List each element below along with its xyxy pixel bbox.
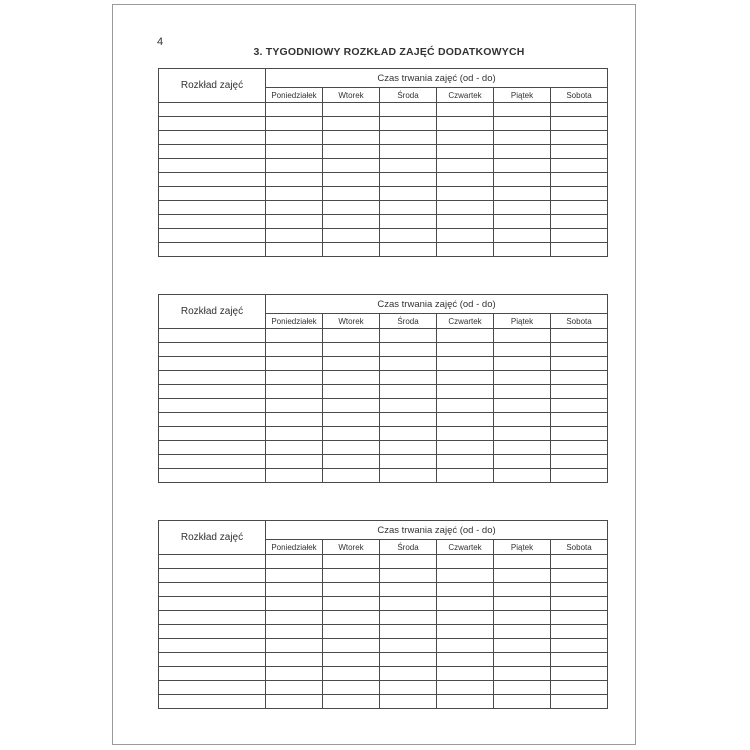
table-row [159, 681, 608, 695]
time-cell [380, 469, 437, 483]
activity-cell [159, 695, 266, 709]
time-cell [494, 343, 551, 357]
activity-cell [159, 639, 266, 653]
time-cell [437, 569, 494, 583]
time-cell [551, 455, 608, 469]
schedule-body [159, 103, 608, 257]
time-cell [437, 427, 494, 441]
time-cell [323, 469, 380, 483]
day-header-friday: Piątek [494, 540, 551, 555]
time-cell [437, 639, 494, 653]
activity-cell [159, 357, 266, 371]
time-cell [551, 187, 608, 201]
day-header-friday: Piątek [494, 314, 551, 329]
activity-cell [159, 625, 266, 639]
activity-cell [159, 399, 266, 413]
table-row [159, 399, 608, 413]
time-cell [494, 583, 551, 597]
time-cell [437, 441, 494, 455]
schedule-body [159, 329, 608, 483]
time-cell [494, 399, 551, 413]
time-cell [266, 243, 323, 257]
day-header-monday: Poniedziałek [266, 314, 323, 329]
time-cell [437, 343, 494, 357]
time-cell [323, 455, 380, 469]
time-cell [380, 103, 437, 117]
time-cell [380, 583, 437, 597]
table-row [159, 413, 608, 427]
time-cell [437, 455, 494, 469]
activity-cell [159, 117, 266, 131]
time-cell [437, 173, 494, 187]
table-row [159, 625, 608, 639]
time-cell [323, 329, 380, 343]
time-cell [494, 441, 551, 455]
day-header-monday: Poniedziałek [266, 88, 323, 103]
time-cell [380, 229, 437, 243]
day-header-monday: Poniedziałek [266, 540, 323, 555]
activity-cell [159, 469, 266, 483]
activity-cell [159, 611, 266, 625]
time-cell [437, 357, 494, 371]
time-cell [551, 329, 608, 343]
time-cell [266, 413, 323, 427]
activity-cell [159, 371, 266, 385]
time-cell [437, 159, 494, 173]
time-cell [266, 173, 323, 187]
table-row [159, 385, 608, 399]
time-cell [551, 441, 608, 455]
day-header-tuesday: Wtorek [323, 88, 380, 103]
day-header-saturday: Sobota [551, 88, 608, 103]
time-cell [437, 103, 494, 117]
time-cell [266, 357, 323, 371]
time-cell [380, 187, 437, 201]
activity-cell [159, 103, 266, 117]
time-cell [437, 117, 494, 131]
time-cell [551, 469, 608, 483]
time-cell [551, 427, 608, 441]
table-row [159, 343, 608, 357]
time-cell [266, 103, 323, 117]
time-cell [494, 569, 551, 583]
time-cell [551, 625, 608, 639]
activity-cell [159, 681, 266, 695]
time-cell [266, 611, 323, 625]
time-cell [266, 187, 323, 201]
table-row [159, 357, 608, 371]
time-cell [494, 385, 551, 399]
table-row [159, 145, 608, 159]
time-cell [551, 695, 608, 709]
time-cell [380, 413, 437, 427]
time-cell [551, 611, 608, 625]
time-cell [551, 681, 608, 695]
time-cell [494, 229, 551, 243]
time-cell [380, 455, 437, 469]
day-header-thursday: Czwartek [437, 314, 494, 329]
day-header-tuesday: Wtorek [323, 540, 380, 555]
activity-cell [159, 413, 266, 427]
time-cell [266, 427, 323, 441]
table-row [159, 653, 608, 667]
table-row [159, 583, 608, 597]
time-cell [494, 357, 551, 371]
time-cell [266, 583, 323, 597]
activity-cell [159, 583, 266, 597]
time-cell [551, 343, 608, 357]
time-cell [323, 441, 380, 455]
table-row [159, 611, 608, 625]
activity-cell [159, 215, 266, 229]
time-cell [551, 215, 608, 229]
time-cell [323, 229, 380, 243]
time-cell [494, 455, 551, 469]
time-cell [380, 343, 437, 357]
time-cell [266, 385, 323, 399]
table-row [159, 427, 608, 441]
time-cell [551, 117, 608, 131]
time-cell [266, 145, 323, 159]
table-row [159, 131, 608, 145]
table-row [159, 187, 608, 201]
table-row [159, 329, 608, 343]
time-cell [380, 243, 437, 257]
schedule-body [159, 555, 608, 709]
time-cell [494, 413, 551, 427]
time-cell [323, 399, 380, 413]
time-cell [323, 639, 380, 653]
time-cell [380, 597, 437, 611]
activity-cell [159, 667, 266, 681]
activity-cell [159, 329, 266, 343]
time-cell [323, 413, 380, 427]
time-cell [494, 653, 551, 667]
day-header-thursday: Czwartek [437, 88, 494, 103]
time-cell [266, 681, 323, 695]
activity-cell [159, 455, 266, 469]
row-header-cell: Rozkład zajęć [159, 69, 266, 103]
time-cell [551, 145, 608, 159]
time-cell [551, 103, 608, 117]
time-cell [437, 611, 494, 625]
time-cell [494, 625, 551, 639]
time-cell [380, 653, 437, 667]
time-cell [266, 625, 323, 639]
time-cell [551, 243, 608, 257]
time-cell [266, 455, 323, 469]
time-cell [266, 159, 323, 173]
time-cell [266, 399, 323, 413]
time-cell [494, 695, 551, 709]
time-cell [323, 117, 380, 131]
time-cell [551, 653, 608, 667]
time-cell [494, 215, 551, 229]
day-header-thursday: Czwartek [437, 540, 494, 555]
time-cell [380, 639, 437, 653]
time-cell [494, 117, 551, 131]
time-cell [323, 215, 380, 229]
time-cell [266, 441, 323, 455]
time-cell [494, 611, 551, 625]
time-cell [323, 201, 380, 215]
activity-cell [159, 653, 266, 667]
time-cell [266, 371, 323, 385]
time-cell [437, 215, 494, 229]
time-cell [266, 555, 323, 569]
time-cell [323, 611, 380, 625]
day-header-saturday: Sobota [551, 314, 608, 329]
row-header-cell: Rozkład zajęć [159, 521, 266, 555]
time-cell [494, 639, 551, 653]
table-row [159, 117, 608, 131]
table-row [159, 569, 608, 583]
time-cell [323, 371, 380, 385]
table-row [159, 469, 608, 483]
time-cell [266, 639, 323, 653]
table-row [159, 441, 608, 455]
table-row [159, 229, 608, 243]
time-cell [494, 145, 551, 159]
schedule-table-2 [158, 294, 608, 483]
time-cell [323, 427, 380, 441]
table-row [159, 201, 608, 215]
activity-cell [159, 201, 266, 215]
time-cell [551, 131, 608, 145]
time-cell [266, 131, 323, 145]
day-header-wednesday: Środa [380, 540, 437, 555]
time-cell [323, 597, 380, 611]
time-cell [380, 201, 437, 215]
time-cell [380, 441, 437, 455]
duration-header-cell: Czas trwania zajęć (od - do) [266, 521, 608, 540]
time-cell [437, 243, 494, 257]
time-cell [494, 555, 551, 569]
table-row [159, 371, 608, 385]
time-cell [437, 667, 494, 681]
time-cell [437, 329, 494, 343]
time-cell [494, 681, 551, 695]
time-cell [266, 229, 323, 243]
time-cell [266, 201, 323, 215]
time-cell [551, 159, 608, 173]
time-cell [380, 555, 437, 569]
time-cell [323, 187, 380, 201]
table-row [159, 243, 608, 257]
time-cell [380, 357, 437, 371]
time-cell [323, 131, 380, 145]
time-cell [494, 469, 551, 483]
time-cell [494, 329, 551, 343]
activity-cell [159, 229, 266, 243]
time-cell [551, 555, 608, 569]
time-cell [380, 159, 437, 173]
time-cell [380, 215, 437, 229]
time-cell [551, 371, 608, 385]
time-cell [266, 569, 323, 583]
time-cell [380, 371, 437, 385]
activity-cell [159, 145, 266, 159]
day-header-wednesday: Środa [380, 88, 437, 103]
table-row [159, 667, 608, 681]
activity-cell [159, 555, 266, 569]
time-cell [323, 695, 380, 709]
day-header-tuesday: Wtorek [323, 314, 380, 329]
activity-cell [159, 441, 266, 455]
time-cell [437, 145, 494, 159]
time-cell [323, 667, 380, 681]
time-cell [437, 413, 494, 427]
time-cell [551, 229, 608, 243]
activity-cell [159, 159, 266, 173]
time-cell [494, 243, 551, 257]
time-cell [437, 201, 494, 215]
time-cell [380, 329, 437, 343]
time-cell [380, 385, 437, 399]
time-cell [437, 695, 494, 709]
time-cell [437, 625, 494, 639]
time-cell [437, 681, 494, 695]
time-cell [437, 653, 494, 667]
time-cell [323, 555, 380, 569]
table-row [159, 555, 608, 569]
table-row [159, 215, 608, 229]
time-cell [437, 399, 494, 413]
time-cell [437, 385, 494, 399]
activity-cell [159, 385, 266, 399]
time-cell [494, 371, 551, 385]
time-cell [380, 427, 437, 441]
time-cell [437, 371, 494, 385]
table-row [159, 639, 608, 653]
time-cell [551, 173, 608, 187]
table-row [159, 159, 608, 173]
day-header-wednesday: Środa [380, 314, 437, 329]
time-cell [494, 131, 551, 145]
time-cell [437, 597, 494, 611]
time-cell [323, 625, 380, 639]
duration-header-cell: Czas trwania zajęć (od - do) [266, 295, 608, 314]
page-title: 3. TYGODNIOWY ROZKŁAD ZAJĘĆ DODATKOWYCH [253, 46, 525, 58]
time-cell [266, 597, 323, 611]
table-row [159, 103, 608, 117]
time-cell [266, 469, 323, 483]
time-cell [323, 243, 380, 257]
time-cell [323, 173, 380, 187]
page-number: 4 [157, 36, 164, 48]
time-cell [380, 399, 437, 413]
time-cell [551, 413, 608, 427]
time-cell [494, 597, 551, 611]
time-cell [323, 145, 380, 159]
time-cell [551, 597, 608, 611]
time-cell [380, 625, 437, 639]
time-cell [437, 131, 494, 145]
time-cell [437, 555, 494, 569]
time-cell [551, 385, 608, 399]
day-header-friday: Piątek [494, 88, 551, 103]
time-cell [323, 357, 380, 371]
schedule-table-1 [158, 68, 608, 257]
time-cell [437, 229, 494, 243]
table-row [159, 455, 608, 469]
duration-header-cell: Czas trwania zajęć (od - do) [266, 69, 608, 88]
activity-cell [159, 343, 266, 357]
time-cell [266, 343, 323, 357]
time-cell [551, 667, 608, 681]
table-row [159, 597, 608, 611]
table-row [159, 173, 608, 187]
time-cell [551, 583, 608, 597]
activity-cell [159, 569, 266, 583]
time-cell [437, 469, 494, 483]
time-cell [380, 611, 437, 625]
document-page [112, 4, 636, 745]
time-cell [323, 653, 380, 667]
time-cell [323, 343, 380, 357]
time-cell [323, 681, 380, 695]
time-cell [380, 695, 437, 709]
time-cell [551, 201, 608, 215]
time-cell [551, 357, 608, 371]
schedule-table-3 [158, 520, 608, 709]
time-cell [266, 667, 323, 681]
time-cell [323, 569, 380, 583]
time-cell [266, 695, 323, 709]
time-cell [380, 681, 437, 695]
time-cell [494, 427, 551, 441]
activity-cell [159, 187, 266, 201]
time-cell [266, 117, 323, 131]
time-cell [437, 187, 494, 201]
time-cell [551, 399, 608, 413]
time-cell [551, 569, 608, 583]
time-cell [380, 117, 437, 131]
time-cell [266, 215, 323, 229]
time-cell [323, 103, 380, 117]
activity-cell [159, 597, 266, 611]
time-cell [551, 639, 608, 653]
time-cell [323, 583, 380, 597]
time-cell [380, 569, 437, 583]
table-row [159, 695, 608, 709]
time-cell [494, 187, 551, 201]
time-cell [323, 159, 380, 173]
time-cell [494, 173, 551, 187]
time-cell [380, 667, 437, 681]
activity-cell [159, 131, 266, 145]
activity-cell [159, 243, 266, 257]
time-cell [494, 103, 551, 117]
time-cell [494, 667, 551, 681]
time-cell [494, 201, 551, 215]
day-header-saturday: Sobota [551, 540, 608, 555]
activity-cell [159, 173, 266, 187]
time-cell [437, 583, 494, 597]
time-cell [380, 173, 437, 187]
time-cell [380, 145, 437, 159]
time-cell [380, 131, 437, 145]
row-header-cell: Rozkład zajęć [159, 295, 266, 329]
activity-cell [159, 427, 266, 441]
time-cell [266, 653, 323, 667]
time-cell [323, 385, 380, 399]
time-cell [494, 159, 551, 173]
time-cell [266, 329, 323, 343]
